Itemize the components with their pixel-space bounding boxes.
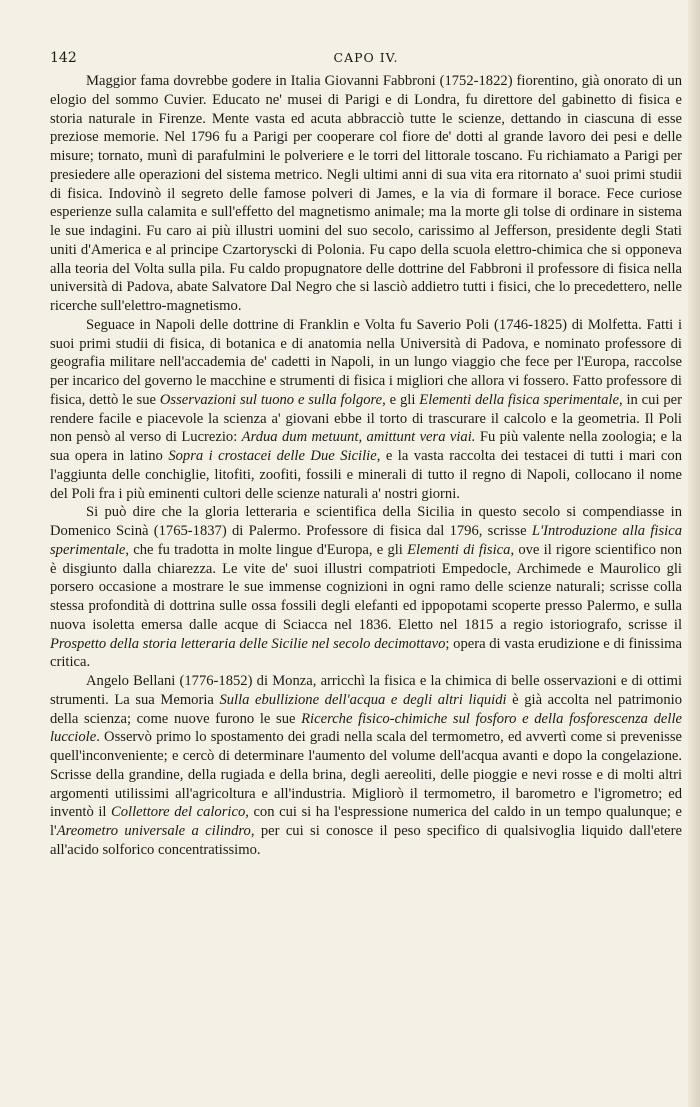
book-page bbox=[50, 46, 682, 860]
running-title: CAPO IV. bbox=[333, 50, 399, 65]
text-run: ; opera di vasta erudizione e di finissima critica. bbox=[50, 635, 682, 671]
page-number: 142 bbox=[50, 50, 77, 66]
italic-title: Collettore del calorico bbox=[111, 804, 246, 821]
text-run: , per cui si conosce il peso specifico di qualsivoglia liquido dall'etere all'acido solforico concentratissimo. bbox=[50, 823, 682, 858]
text-run: Seguace in Napoli delle dottrine di Franklin e Volta fu Saverio Poli (1746-1825) di Molfetta. Fatti i suoi primi studii di fisica, di botanica e di anatomia nella Università di Padova, e nominato professore di geografia militare nell'accademia de' cadetti in Napoli, in un lungo viaggio che fece per l'Europa, raccolse per incarico del governo le macchine e strumenti di fisica i migliori che allora vi fossero. Fatto professore di fisica, dettò le sue bbox=[50, 316, 682, 408]
italic-title: L'Introduzione alla fisica sperimentale bbox=[50, 523, 682, 558]
italic-title: Ardua dum metuunt, amittunt vera viai. bbox=[241, 429, 476, 446]
text-run: è già accolta nel patrimonio della scienza; come nuove furono le sue bbox=[50, 691, 682, 727]
paragraph-fabbroni bbox=[50, 72, 682, 316]
text-run: , ove il rigore scientifico non è disgiunto dalla chiarezza. Le vite de' suoi illustri compatrioti Empedocle, Archimede e Maurolico gli porsero occasione a mostrare le sue immense cognizioni in ogni ramo delle scienze naturali; scrisse colla stessa profondità di dottrina sulle ossa fossili degli elefanti ed ippopotami scoperte presso Palermo, e sulla nuova isoletta emersa dalle acque di Sciacca nel 1836. Eletto nel 1815 a regio istoriografo, scrisse il bbox=[50, 541, 682, 633]
text-run: . Osservò primo lo spostamento dei gradi nella scala del termometro, ed avvertì come si prevenisse quell'inconveniente; e cercò di determinare l'aumento del volume dell'acqua avanti e dopo la congelazione. Scrisse della grandine, della rugiada e della brina, degli aereoliti, delle pioggie e nevi rosse e di molti altri argomenti utilissimi all'agricoltura e all'industria. Migliorò il termometro, il barometro e l'igrometro; ed inventò il bbox=[50, 729, 682, 821]
page-edge bbox=[688, 0, 700, 1107]
italic-title: Sulla ebullizione dell'acqua e degli altri liquidi bbox=[219, 691, 507, 708]
text-run: Fu più valente nella zoologia; e la sua opera in latino bbox=[50, 429, 683, 464]
italic-title: Sopra i crostacei delle Due Sicilie bbox=[168, 448, 377, 464]
running-head bbox=[50, 46, 682, 70]
text-run: , e gli bbox=[382, 391, 420, 408]
text-run: , che fu tradotta in molte lingue d'Europa, e gli bbox=[125, 541, 408, 558]
paragraph-bellani bbox=[50, 672, 682, 860]
italic-title: Prospetto della storia letteraria delle Sicilie nel secolo decimottavo bbox=[50, 635, 446, 652]
paragraph-poli bbox=[50, 316, 682, 504]
italic-title: Ricerche fisico-chimiche sul fosforo e della fosforescenza delle lucciole bbox=[50, 710, 682, 746]
italic-title: Elementi di fisica bbox=[407, 541, 511, 558]
text-run: , e la vasta raccolta dei testacei di tutti i mari con l'aggiunta delle conchiglie, litofiti, zoofiti, fossili e minerali di tutto il regno di Napoli, collocano il nome del Poli fra i più eminenti cultori delle scienze naturali a' nostri giorni. bbox=[50, 448, 682, 502]
italic-title: Osservazioni sul tuono e sulla folgore bbox=[159, 391, 383, 408]
text-run: Angelo Bellani (1776-1852) di Monza, arricchì la fisica e la chimica di belle osservazioni e di ottimi strumenti. La sua Memoria bbox=[50, 673, 682, 708]
italic-title: Elementi della fisica sperimentale bbox=[419, 391, 619, 408]
text-run: , con cui si ha l'espressione numerica del caldo in un tempo qualunque; e l' bbox=[50, 804, 683, 839]
text-run: Si può dire che la gloria letteraria e scientifica della Sicilia in questo secolo si compendiasse in Domenico Scinà (1765-1837) di Palermo. Professore di fisica dal 1796, scrisse bbox=[50, 504, 682, 539]
italic-title: Areometro universale a cilindro bbox=[56, 823, 251, 839]
body-text bbox=[50, 72, 682, 860]
paragraph-scina bbox=[50, 503, 682, 672]
text-run: , in cui per rendere facile e piacevole la scienza a' giovani ebbe il torto di trascurare il calcolo e la geometria. Il Poli non pensò al verso di Lucrezio: bbox=[50, 391, 682, 446]
text-run: Maggior fama dovrebbe godere in Italia Giovanni Fabbroni (1752-1822) fiorentino, già onorato di un elogio del sommo Cuvier. Educato ne' musei di Parigi e di Londra, fu direttore del gabinetto di fisica e storia naturale in Firenze. Mente vasta ed acuta abbracciò tutte le scienze, dettando in ciascuna di esse preziose memorie. Nel 1796 fu a Parigi per cooperare col fiore de' dotti al grande lavoro dei pesi e delle misure; tornato, munì di parafulmini le polveriere e le torri del littorale toscano. Fu richiamato a Parigi per presiedere alle operazioni del sistema metrico. Negli ultimi anni di sua vita era ritornato a' suoi primi studii di fisica. Indovinò il segreto delle famose polveri di James, e la via di formare il borace. Fece curiose esperienze sulla calamita e sull'effetto del magnetismo animale; ma la morte gli tolse di ordinare in sistema le sue indagini. Fu caro ai più illustri uomini del suo secolo, carissimo al Jefferson, presidente degli Stati uniti d'America e al principe Czartoryscki di Polonia. Fu capo della scuola elettro-chimica che si opponeva alla teoria del Volta sulla pila. Fu caldo propugnatore delle dottrine del Fabbroni il professore di fisica nella università di Padova, abate Salvatore Dal Negro che si lasciò addietro tutti i fisici, che lo precedettero, nelle ricerche sull'elettro-magnetismo. bbox=[50, 73, 682, 314]
